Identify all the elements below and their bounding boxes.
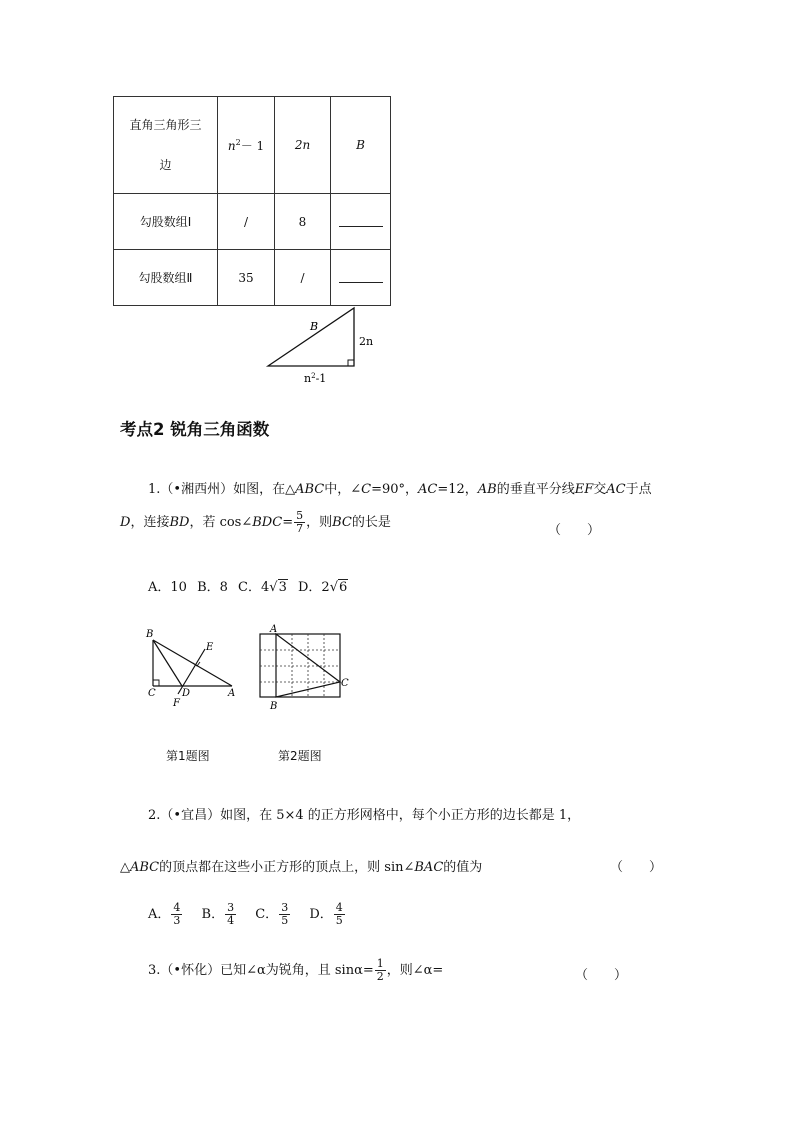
svg-text:B: B <box>270 701 278 712</box>
header-n2-minus-1: $n^2- 1$ <box>218 97 275 194</box>
row2-c2: / <box>275 250 331 306</box>
q2-option-a: A． $\frac{4}{3}$ <box>148 901 181 927</box>
header-2n: 2n <box>275 97 331 194</box>
q1-options <box>148 576 348 595</box>
svg-text:D: D <box>182 688 191 699</box>
row2-label: 勾股数组Ⅱ <box>114 250 218 306</box>
answer-blank <box>339 214 383 227</box>
q3-fraction: $\frac{1}{2}$ <box>376 957 384 983</box>
q1-option-d: D．2√6 <box>297 580 348 595</box>
q1-option-b: B．8 <box>197 580 228 595</box>
figure-1 <box>140 622 250 712</box>
row2-blank <box>331 250 391 306</box>
section-title: 考点2 锐角三角函数 <box>120 420 270 439</box>
label-hyp: B <box>310 320 319 333</box>
svg-text:F: F <box>173 698 180 709</box>
q1-line1: 1.（•湘西州）如图，在△ABC中，∠C=90°，AC=12，AB的垂直平分线EF交AC于点 <box>148 482 652 497</box>
header-sides <box>114 97 218 194</box>
svg-text:A: A <box>228 688 236 699</box>
caption-figure-2: 第2题图 <box>278 749 322 763</box>
q3-answer-paren: （ ） <box>575 968 628 983</box>
q1-fraction: $\frac{5}{7}$ <box>296 509 304 535</box>
right-angle-mark <box>348 360 354 366</box>
svg-text:B: B <box>146 629 154 640</box>
pythagorean-table <box>113 96 391 306</box>
row1-c2: 8 <box>275 194 331 250</box>
q1-answer-paren: （ ） <box>548 523 601 538</box>
header-sides-line1: 直角三角形三 <box>129 118 202 132</box>
triangle-shape <box>268 308 354 366</box>
row2-c1: 35 <box>218 250 275 306</box>
answer-blank <box>339 270 383 283</box>
row1-c1: / <box>218 194 275 250</box>
q3-line: 3.（•怀化）已知∠α为锐角，且 sinα= $\frac{1}{2}$ ，则∠α= <box>148 957 444 983</box>
q2-option-c: C． $\frac{3}{5}$ <box>255 901 289 927</box>
header-b: B <box>331 97 391 194</box>
svg-text:C: C <box>341 678 349 689</box>
caption-figure-1: 第1题图 <box>166 749 210 763</box>
q1-option-c: C．4√3 <box>238 580 287 595</box>
q2-options <box>148 902 346 927</box>
right-triangle-figure <box>262 300 382 390</box>
q2-line1: 2.（•宜昌）如图，在 5×4 的正方形网格中，每个小正方形的边长都是 1， <box>148 808 581 823</box>
q2-answer-paren: （ ） <box>610 860 663 875</box>
svg-text:C: C <box>148 688 156 699</box>
row1-blank <box>331 194 391 250</box>
q2-option-d: D． $\frac{4}{5}$ <box>309 901 343 927</box>
header-sides-line2: 边 <box>159 158 172 172</box>
q2-line2: △ABC的顶点都在这些小正方形的顶点上，则 sin∠BAC的值为 <box>120 860 483 875</box>
row1-label: 勾股数组Ⅰ <box>114 194 218 250</box>
svg-text:E: E <box>206 642 214 653</box>
q1-option-a: A．10 <box>148 580 187 595</box>
figure-2 <box>254 622 354 712</box>
label-base: $n^2-1$ <box>304 372 327 385</box>
svg-text:A: A <box>270 624 278 635</box>
label-side: 2n <box>359 335 374 348</box>
q2-option-b: B． $\frac{3}{4}$ <box>201 901 235 927</box>
q1-line2: D，连接BD，若 cos∠BDC= $\frac{5}{7}$ ，则BC的长是 <box>120 509 391 535</box>
